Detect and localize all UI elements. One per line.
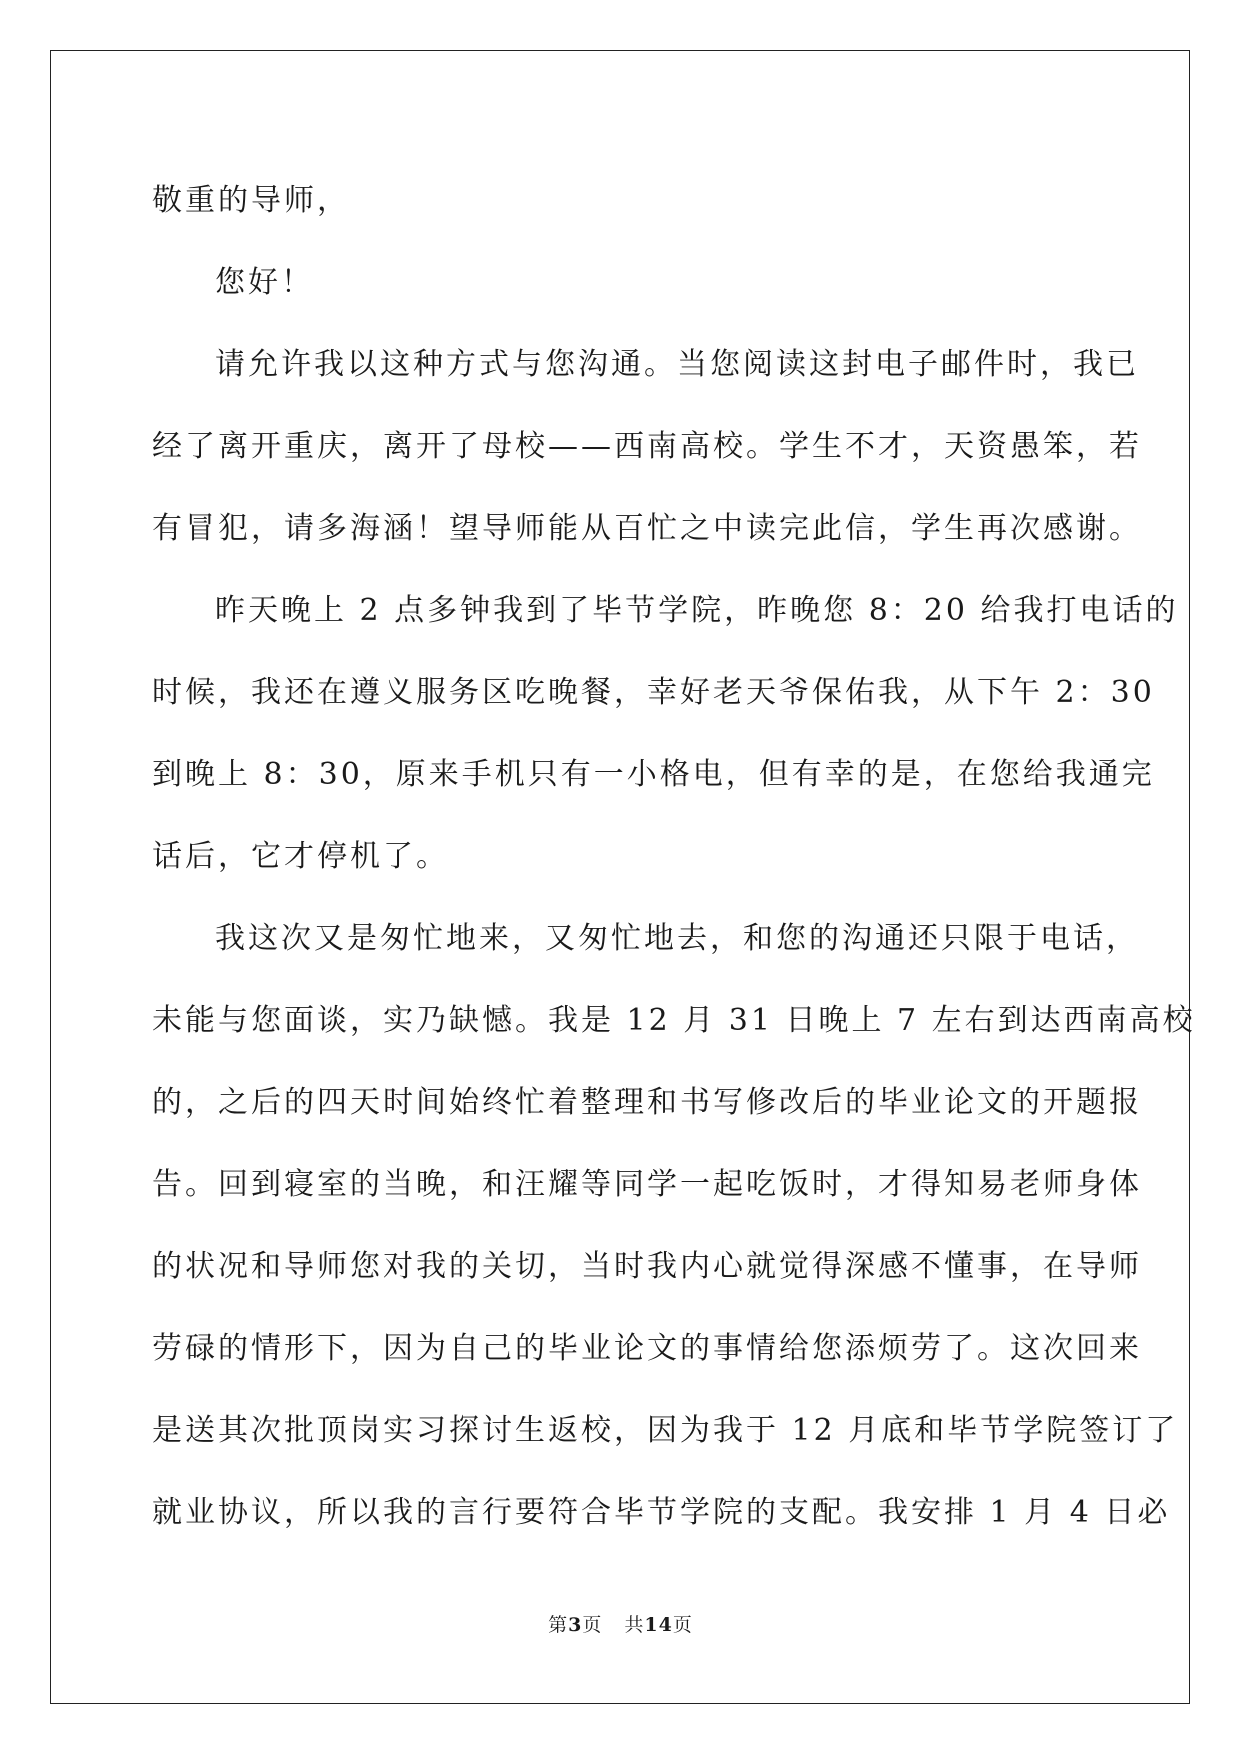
paragraph-line: 就业协议，所以我的言行要符合毕节学院的支配。我安排 1 月 4 日必 bbox=[152, 1495, 1171, 1530]
paragraph-line: 话后，它才停机了。 bbox=[152, 839, 449, 874]
page-number-prefix: 第 bbox=[548, 1614, 569, 1636]
page-footer bbox=[0, 1610, 1241, 1637]
page-total-count: 14 bbox=[644, 1614, 673, 1636]
salutation: 敬重的导师， bbox=[152, 183, 350, 218]
paragraph-line: 请允许我以这种方式与您沟通。当您阅读这封电子邮件时，我已 bbox=[215, 347, 1139, 382]
paragraph-line: 经了离开重庆，离开了母校——西南高校。学生不才，天资愚笨，若 bbox=[152, 429, 1142, 464]
page-total-suffix: 页 bbox=[672, 1614, 693, 1636]
paragraph-line: 告。回到寝室的当晚，和汪耀等同学一起吃饭时，才得知易老师身体 bbox=[152, 1167, 1142, 1202]
paragraph-line: 有冒犯，请多海涵！望导师能从百忙之中读完此信，学生再次感谢。 bbox=[152, 511, 1142, 546]
paragraph-line: 的，之后的四天时间始终忙着整理和书写修改后的毕业论文的开题报 bbox=[152, 1085, 1142, 1120]
paragraph-line: 劳碌的情形下，因为自己的毕业论文的事情给您添烦劳了。这次回来 bbox=[152, 1331, 1142, 1366]
letter-body bbox=[152, 160, 1196, 1554]
paragraph-line: 到晚上 8：30，原来手机只有一小格电，但有幸的是，在您给我通完 bbox=[152, 757, 1155, 792]
paragraph-line: 的状况和导师您对我的关切，当时我内心就觉得深感不懂事，在导师 bbox=[152, 1249, 1142, 1284]
paragraph-line: 昨天晚上 2 点多钟我到了毕节学院，昨晚您 8：20 给我打电话的 bbox=[215, 593, 1179, 628]
greeting: 您好！ bbox=[215, 265, 314, 300]
paragraph-line: 时候，我还在遵义服务区吃晚餐，幸好老天爷保佑我，从下午 2：30 bbox=[152, 675, 1155, 710]
paragraph-line: 我这次又是匆忙地来，又匆忙地去，和您的沟通还只限于电话， bbox=[215, 921, 1139, 956]
paragraph-line: 是送其次批顶岗实习探讨生返校，因为我于 12 月底和毕节学院签订了 bbox=[152, 1413, 1179, 1448]
page-number-suffix: 页 bbox=[582, 1614, 603, 1636]
page-total-prefix: 共 bbox=[624, 1614, 645, 1636]
page-number-current: 3 bbox=[568, 1614, 583, 1636]
paragraph-line: 未能与您面谈，实乃缺憾。我是 12 月 31 日晚上 7 左右到达西南高校 bbox=[152, 1003, 1196, 1038]
